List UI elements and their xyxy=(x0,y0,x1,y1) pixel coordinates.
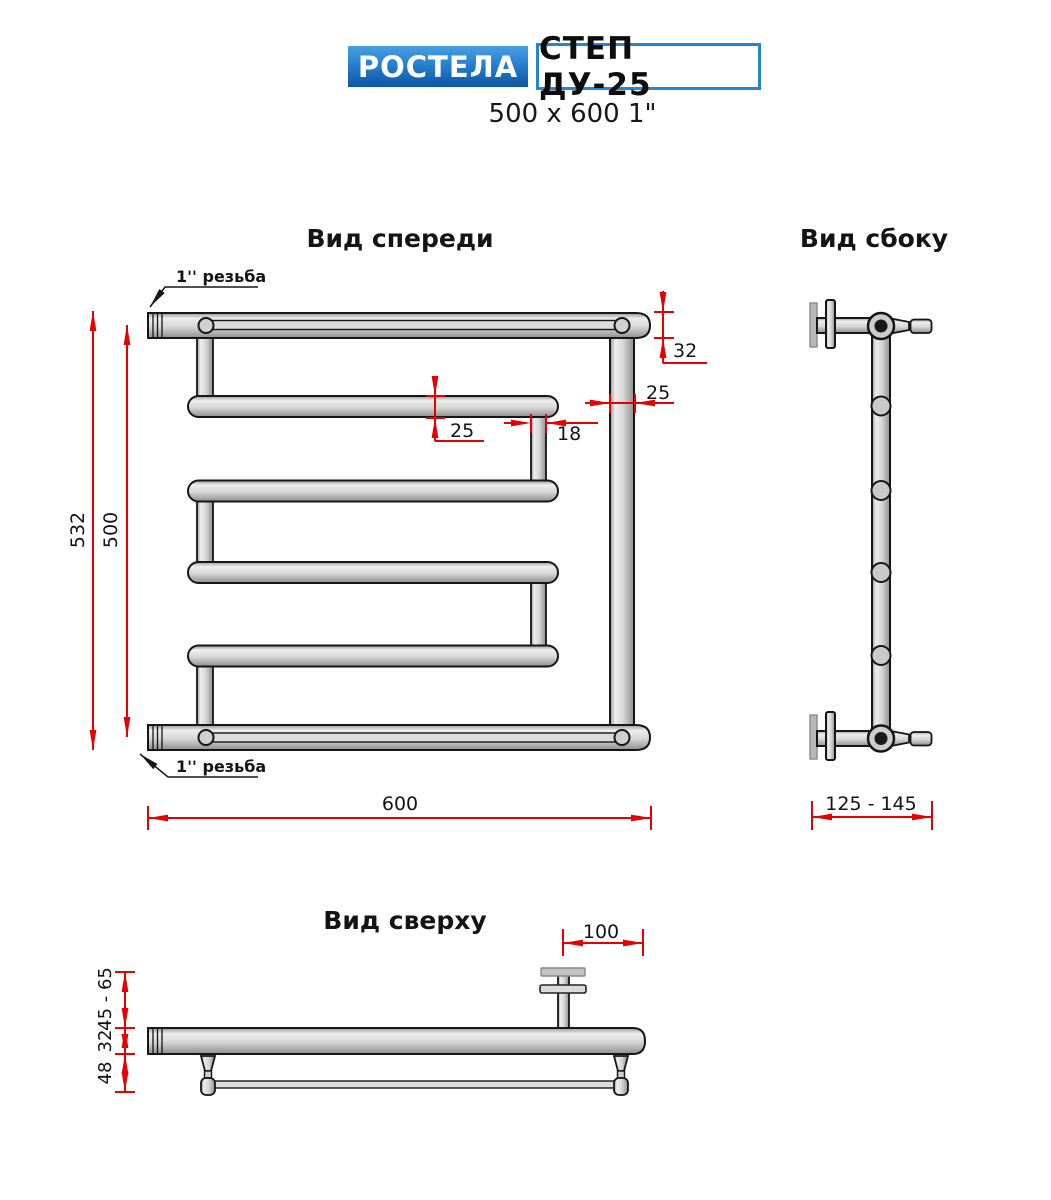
dim-bracket-offset xyxy=(563,921,643,956)
dim-48-label: 48 xyxy=(95,1061,116,1085)
side-bottom-bracket xyxy=(810,712,932,760)
top-rail-legs xyxy=(201,1056,628,1095)
thread-callout-top xyxy=(150,267,266,307)
dim-100-label: 100 xyxy=(582,921,620,943)
top-view xyxy=(95,906,645,1095)
thread-label-bottom: 1'' резьба xyxy=(176,757,267,776)
dim-left-stack xyxy=(95,967,135,1092)
top-view-title: Вид сверху xyxy=(323,906,487,935)
pipe-connectors xyxy=(197,325,546,738)
top-wall-bracket xyxy=(540,968,586,1030)
thread-grooves xyxy=(153,314,162,750)
dim-overall-width xyxy=(148,793,651,830)
brand-badge: РОСТЕЛА xyxy=(348,46,528,87)
thread-label-top: 1'' резьба xyxy=(176,267,267,286)
side-vertical-pipe xyxy=(872,330,890,734)
top-fitting-thread xyxy=(911,320,932,334)
dim-18-label: 18 xyxy=(557,423,582,445)
front-rails xyxy=(199,318,630,745)
dim-125-145-label: 125 - 145 xyxy=(825,793,917,815)
dim-25-riser-label: 25 xyxy=(646,382,671,404)
side-view-title: Вид сбоку xyxy=(799,224,949,253)
size-subtitle: 500 x 600 1" xyxy=(488,99,657,129)
dim-45-65-label: 45 - 65 xyxy=(95,967,116,1031)
rung-pipes xyxy=(188,396,558,667)
thread-callout-bottom xyxy=(140,754,266,777)
dim-jumper-diameter xyxy=(504,414,598,445)
dim-600-label: 600 xyxy=(381,793,419,815)
right-riser-pipe xyxy=(610,318,634,748)
dim-32-label: 32 xyxy=(673,340,698,362)
top-view-collector-pipe xyxy=(148,1028,645,1054)
dim-25-rung-label: 25 xyxy=(450,420,475,442)
dim-532-label: 532 xyxy=(67,511,89,549)
side-view xyxy=(800,224,948,830)
dim-overall-height xyxy=(67,311,96,750)
dim-32-top-label: 32 xyxy=(95,1029,116,1053)
dim-depth-range xyxy=(812,793,932,830)
dim-axis-height xyxy=(100,325,130,737)
front-view-title: Вид спереди xyxy=(306,224,494,253)
bottom-fitting-thread xyxy=(911,732,932,746)
front-view xyxy=(67,224,707,830)
dim-collector-diameter xyxy=(654,291,707,363)
side-top-bracket xyxy=(810,300,932,348)
model-badge: СТЕП ДУ-25 xyxy=(536,43,761,90)
dim-500-label: 500 xyxy=(100,511,122,549)
